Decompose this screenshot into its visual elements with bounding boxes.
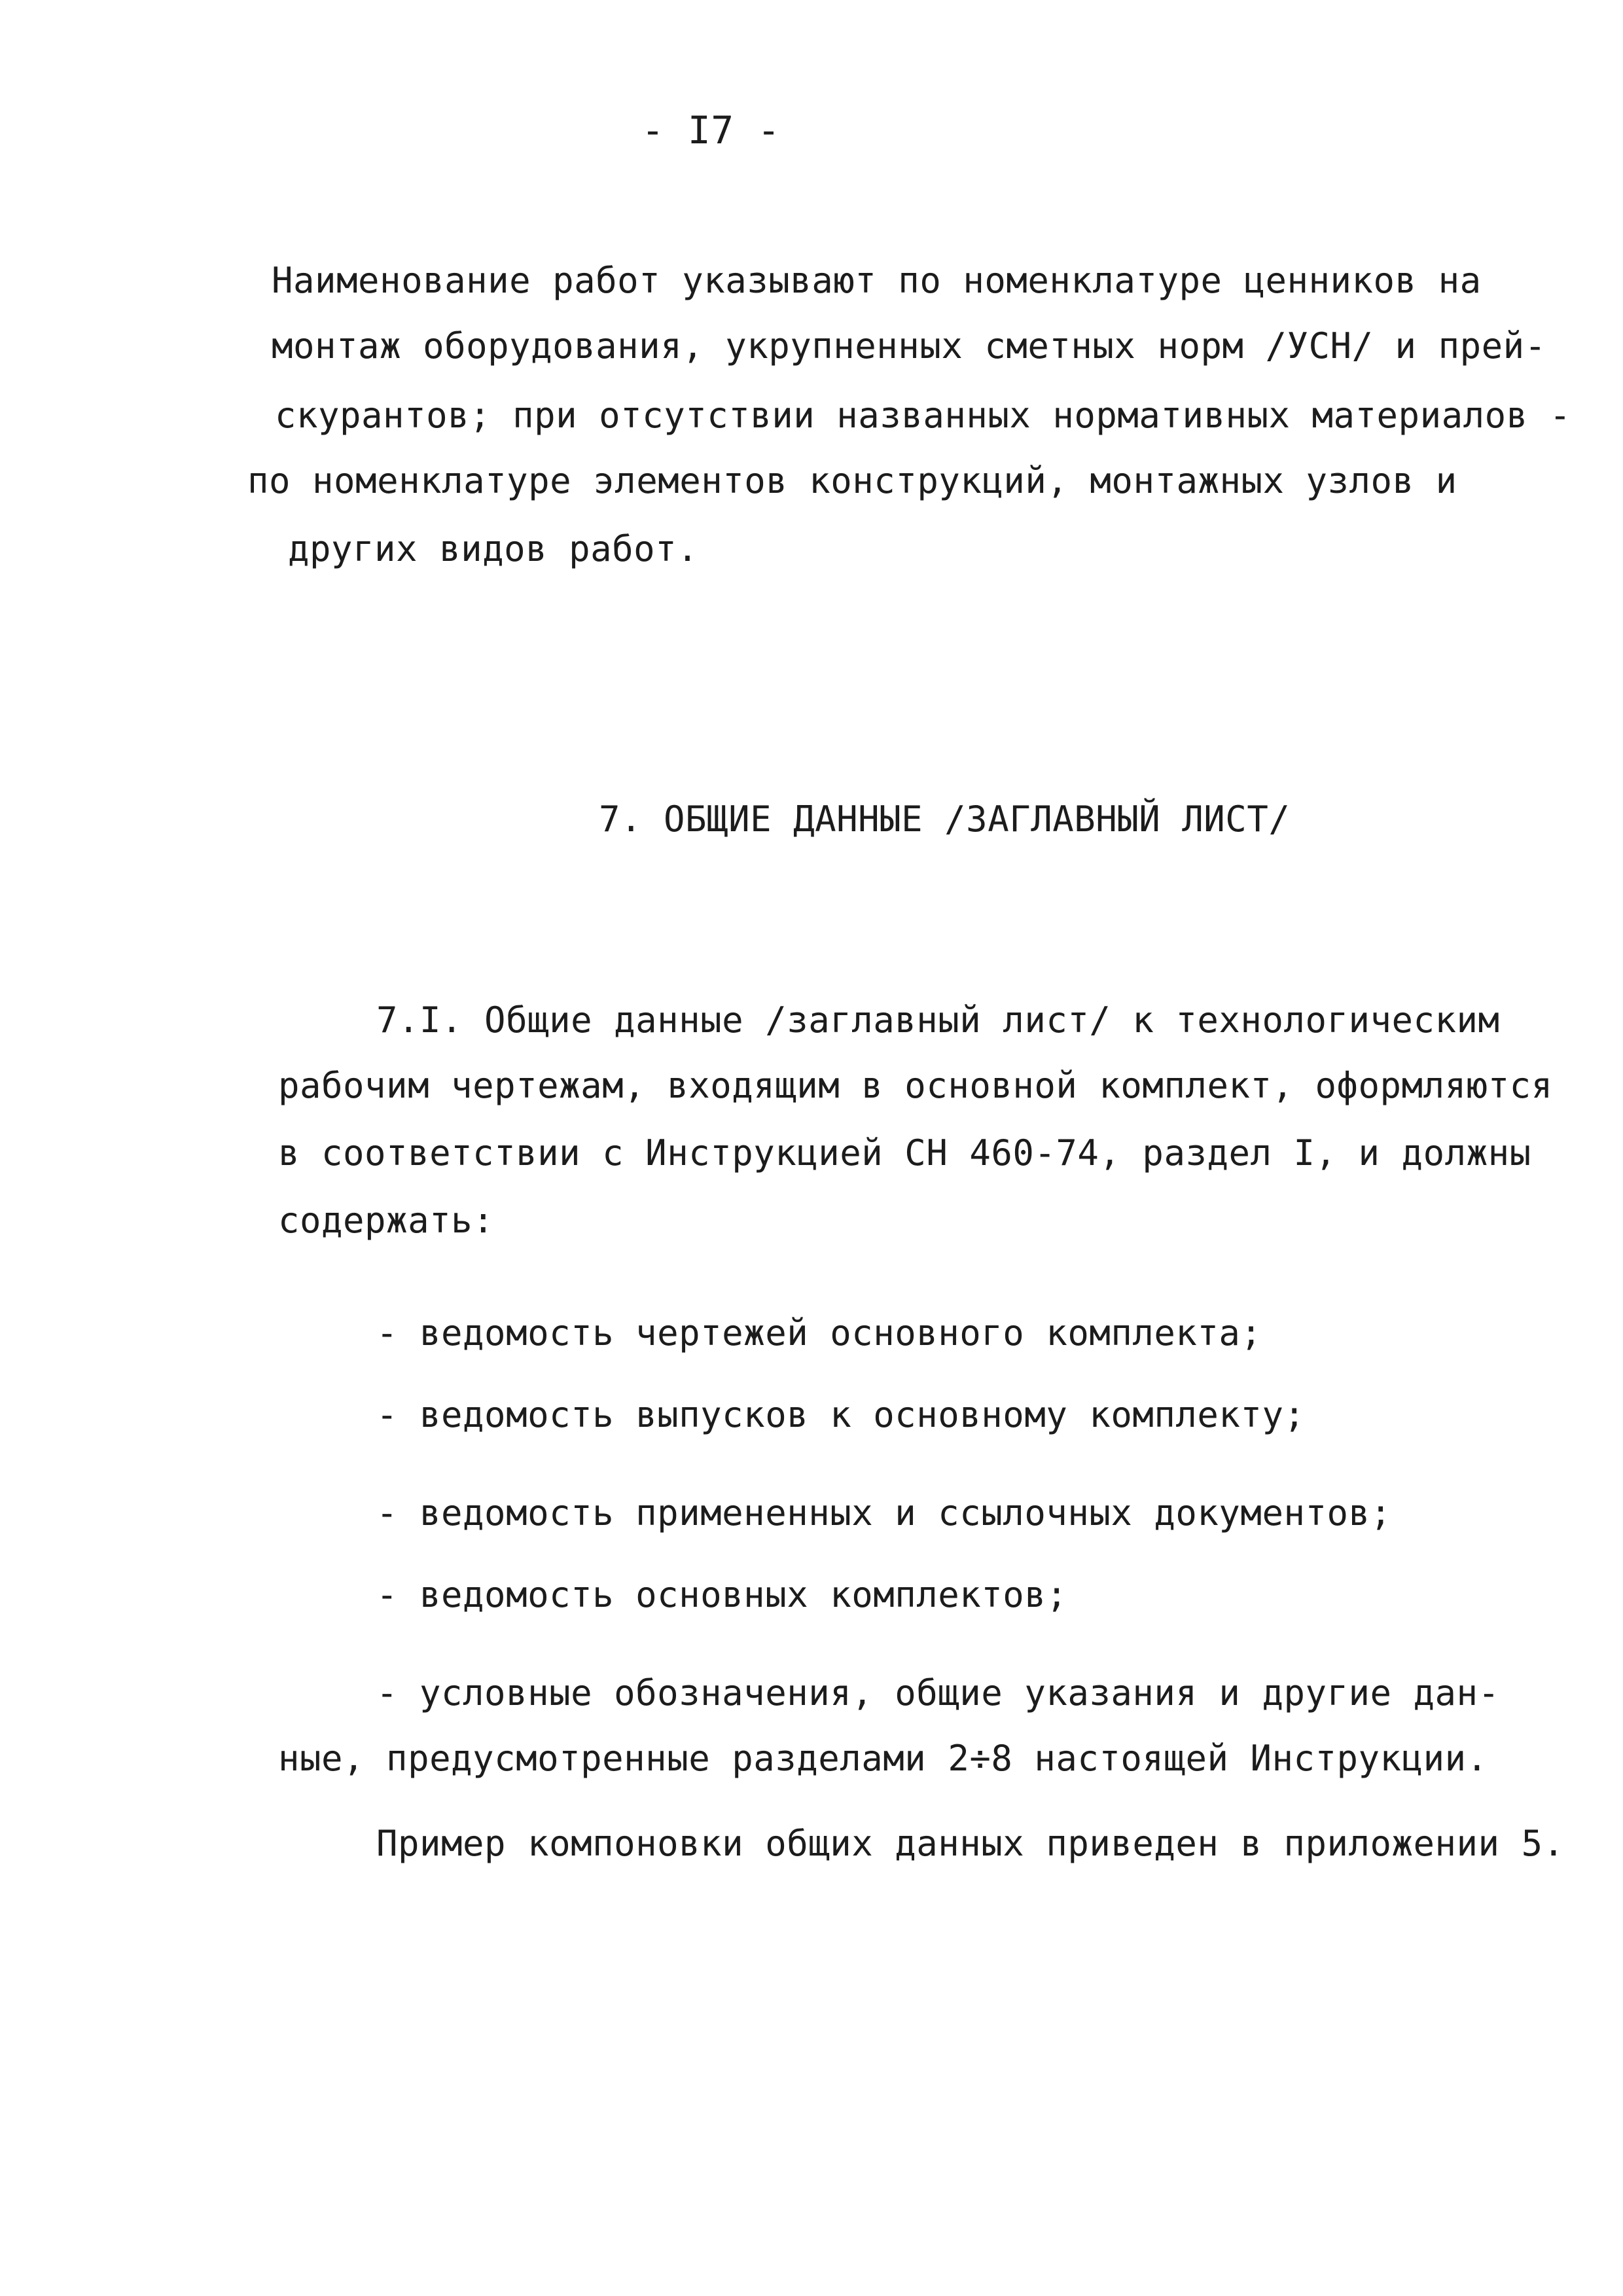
section-heading: 7. ОБЩИЕ ДАННЫЕ /ЗАГЛАВНЫЙ ЛИСТ/: [599, 798, 1291, 840]
list-item: - ведомость основных комплектов;: [376, 1574, 1068, 1615]
list-item-continued-line-2: ные, предусмотренные разделами 2÷8 настоящей Инструкции.: [278, 1738, 1488, 1779]
closing-sentence: Пример компоновки общих данных приведен в приложении 5.: [376, 1823, 1565, 1864]
clause-line-2: рабочим чертежам, входящим в основной комплект, оформляются: [278, 1065, 1553, 1106]
list-item: - ведомость примененных и ссылочных документов;: [376, 1492, 1392, 1534]
list-item: - ведомость выпусков к основному комплекту;: [376, 1394, 1306, 1435]
list-item: - ведомость чертежей основного комплекта;: [376, 1312, 1262, 1354]
list-item-continued-line-1: - условные обозначения, общие указания и другие дан-: [376, 1672, 1500, 1713]
intro-line-3: скурантов; при отсутствии названных нормативных материалов -: [275, 395, 1571, 436]
clause-line-3: в соответствии с Инструкцией СН 460-74, раздел I, и должны: [278, 1132, 1531, 1174]
intro-line-1: Наименование работ указывают по номенклатуре ценников на: [272, 260, 1482, 301]
intro-line-4: по номенклатуре элементов конструкций, монтажных узлов и: [247, 460, 1457, 501]
intro-line-2: монтаж оборудования, укрупненных сметных норм /УСН/ и прей-: [272, 325, 1546, 367]
intro-line-5: других видов работ.: [288, 528, 699, 569]
clause-line-4: содержать:: [278, 1200, 495, 1241]
clause-line-1: 7.I. Общие данные /заглавный лист/ к технологическим: [376, 999, 1500, 1041]
page-number: - I7 -: [641, 108, 781, 152]
